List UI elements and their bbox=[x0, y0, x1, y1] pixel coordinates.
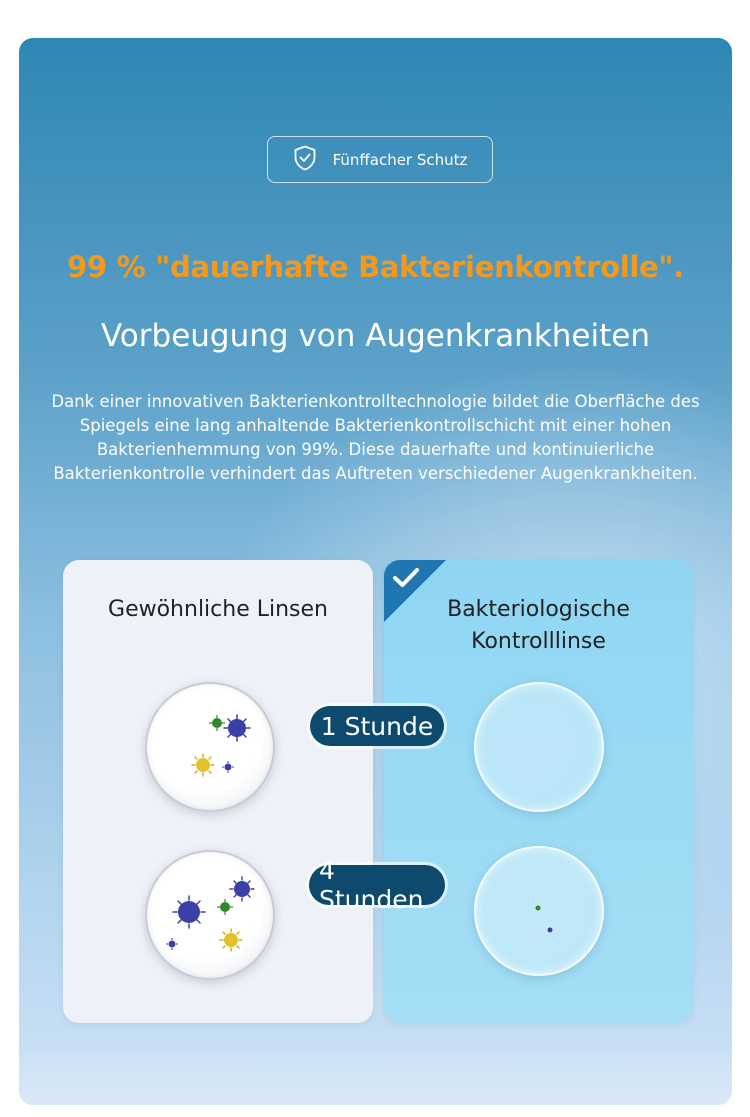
subheadline: Vorbeugung von Augenkrankheiten bbox=[101, 318, 650, 354]
bacteria-icon bbox=[147, 684, 273, 810]
description-line: Bakterienhemmung von 99%. Diese dauerhafte und kontinuierliche bbox=[96, 440, 655, 459]
description bbox=[29, 390, 722, 486]
description-line: Bakterienkontrolle verhindert das Auftreten verschiedener Augenkrankheiten. bbox=[53, 464, 698, 483]
shield-check-icon bbox=[293, 145, 317, 175]
antibacterial-lens-1h bbox=[474, 682, 604, 812]
feature-badge bbox=[267, 136, 493, 183]
antibacterial-lens-title-line: Kontrolllinse bbox=[471, 629, 606, 654]
time-label-1h: 1 Stunde bbox=[310, 706, 444, 746]
antibacterial-lens-4h bbox=[474, 846, 604, 976]
bacteria-icon bbox=[147, 852, 273, 978]
checkmark-icon bbox=[392, 566, 420, 590]
time-label-4h: 4 Stunden bbox=[309, 865, 445, 905]
antibacterial-lens-title-line: Bakteriologische bbox=[447, 597, 630, 622]
antibacterial-lens-title bbox=[384, 594, 693, 658]
description-line: Dank einer innovativen Bakterienkontrolltechnologie bildet die Oberfläche des bbox=[51, 392, 700, 411]
bacteria-icon bbox=[476, 848, 602, 974]
ordinary-lens-title: Gewöhnliche Linsen bbox=[108, 597, 328, 622]
ordinary-lens-1h bbox=[145, 682, 275, 812]
ordinary-lens-card bbox=[63, 560, 373, 1023]
feature-badge-label: Fünffacher Schutz bbox=[332, 150, 468, 169]
antibacterial-lens-card bbox=[384, 560, 693, 1023]
background-panel bbox=[19, 38, 732, 1105]
description-line: Spiegels eine lang anhaltende Bakterienkontrollschicht mit einer hohen bbox=[79, 416, 672, 435]
headline: 99 % "dauerhafte Bakterienkontrolle". bbox=[67, 250, 684, 284]
ordinary-lens-4h bbox=[145, 850, 275, 980]
bottom-band bbox=[19, 1053, 732, 1105]
